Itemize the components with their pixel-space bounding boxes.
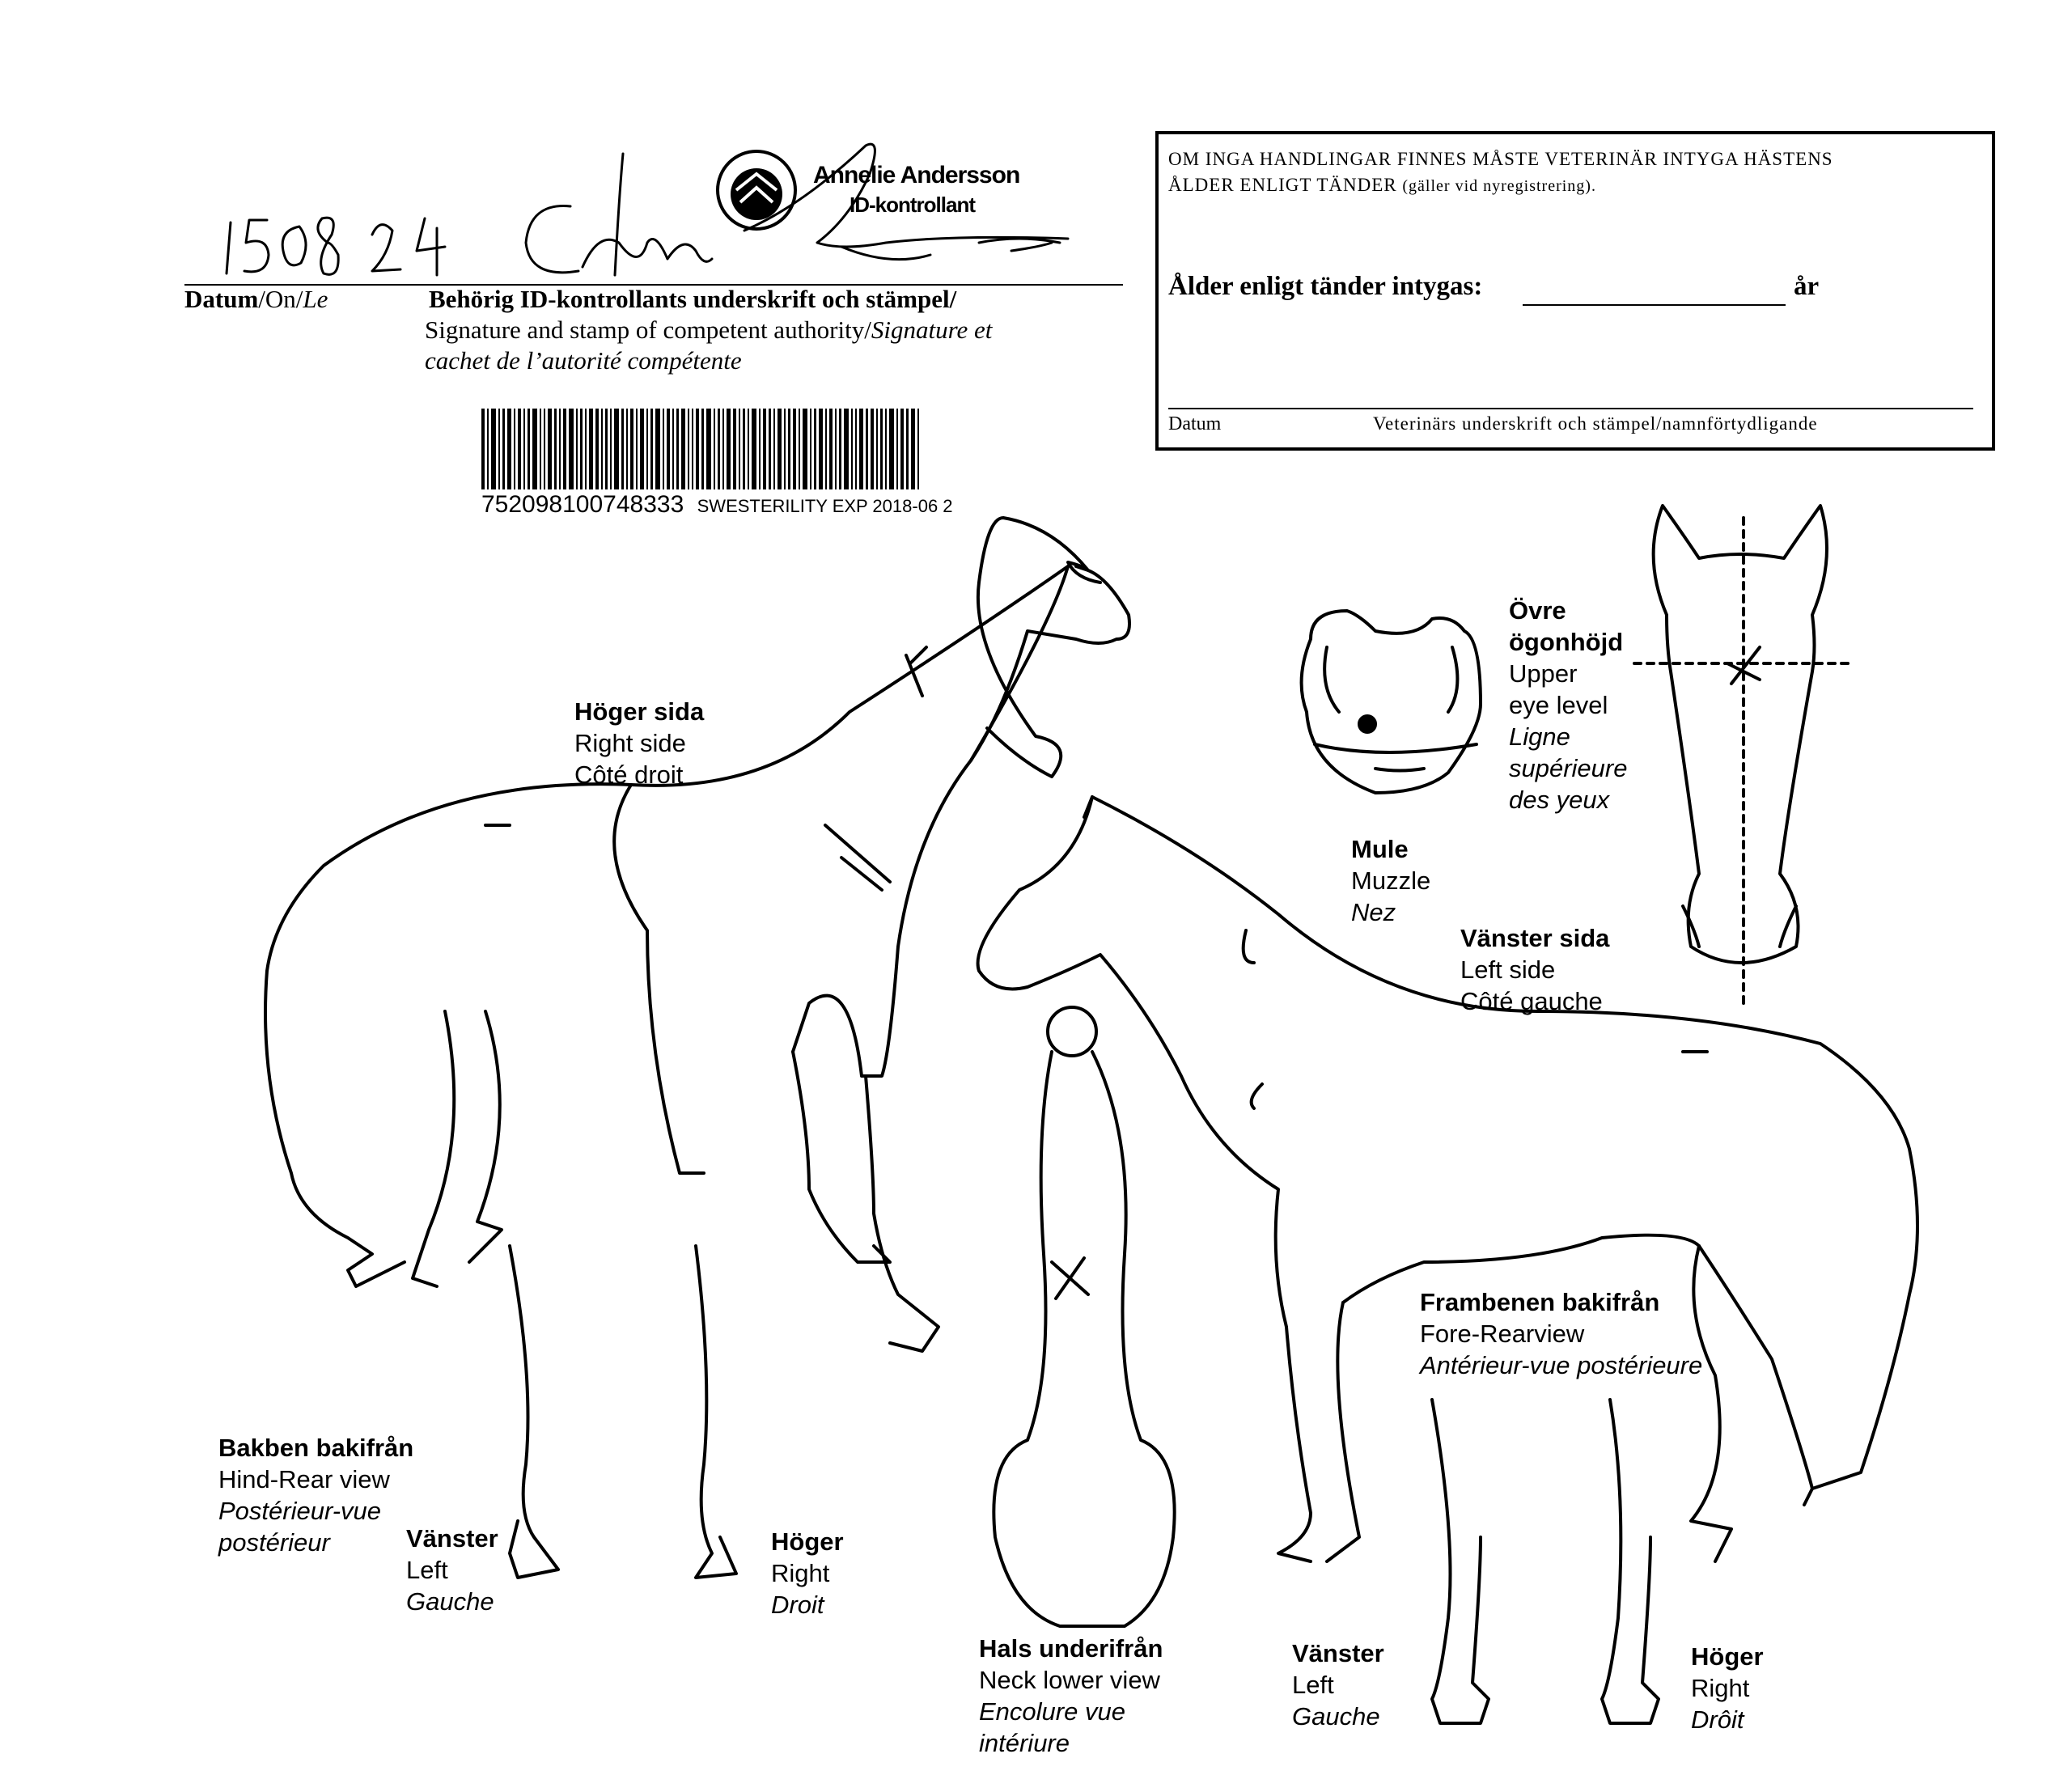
label-neck-en: Neck lower view [979,1666,1160,1694]
vet-datum: Datum [1168,413,1222,434]
label-muzzle [1351,833,1430,928]
label-hind-right-sv: Höger [771,1527,844,1556]
label-hind-left-sv: Vänster [406,1524,498,1553]
datum-rest: /On/ [258,285,303,313]
barcode-text: SWESTERILITY EXP 2018-06 2 [697,496,953,516]
vet-line2-small: (gäller vid nyregistrering). [1402,177,1596,195]
label-left-side-en: Left side [1460,955,1556,984]
label-hind-left [406,1523,498,1617]
label-left-side-fr: Côté gauche [1460,987,1603,1015]
sig-line2-italic: Signature et [871,316,993,344]
label-fore-left [1292,1637,1384,1732]
label-fore-right-fr: Drôit [1691,1705,1744,1734]
barcode-number: 752098100748333 [481,491,684,518]
muzzle-icon [1302,611,1481,793]
label-hind-rear [218,1432,413,1558]
signature-line3: cachet de l’autorité compétente [425,346,742,375]
label-right-side-fr: Côté droit [574,760,684,789]
label-upper-eye-sv1: Övre [1509,596,1566,625]
age-unit: år [1794,272,1820,301]
label-muzzle-en: Muzzle [1351,866,1431,895]
datum-italic: Le [303,285,328,313]
label-fore-rear-en: Fore-Rearview [1420,1320,1585,1348]
hind-legs-rear-icon [510,1246,736,1578]
fore-legs-rear-icon [1432,1400,1659,1723]
label-upper-eye-en2: eye level [1509,691,1608,719]
label-upper-eye-fr3: des yeux [1509,786,1610,814]
label-hind-right [771,1526,844,1620]
sig-line2-plain: Signature and stamp of competent authority/ [425,316,871,344]
stamp-role: ID-kontrollant [850,193,975,217]
vet-box-line1: OM INGA HANDLINGAR FINNES MÅSTE VETERINÄR INTYGA HÄSTENS [1168,149,1833,169]
stamp-name: Annelie Andersson [813,162,1020,189]
label-fore-right-sv: Höger [1691,1642,1764,1671]
age-label: Ålder enligt tänder intygas: [1168,272,1483,301]
label-right-side-en: Right side [574,729,686,757]
label-hind-rear-en: Hind-Rear view [218,1465,390,1493]
label-left-side-sv: Vänster sida [1460,924,1610,952]
label-neck [979,1633,1163,1759]
horse-right-side-icon [265,518,1129,1351]
label-right-side [574,696,704,790]
signature-title: Behörig ID-kontrollants underskrift och stämpel/ [429,285,957,313]
label-fore-rear [1420,1286,1702,1381]
label-upper-eye-fr2: supérieure [1509,754,1628,782]
datum-bold: Datum [184,285,259,313]
label-neck-fr2: intériure [979,1729,1070,1757]
label-fore-rear-fr: Antérieur-vue postérieure [1420,1351,1703,1379]
label-upper-eye-sv2: ögonhöjd [1509,628,1624,656]
label-fore-right-en: Right [1691,1674,1750,1702]
label-fore-rear-sv: Frambenen bakifrån [1420,1288,1660,1316]
label-muzzle-fr: Nez [1351,898,1396,926]
label-fore-left-sv: Vänster [1292,1639,1384,1667]
label-hind-left-fr: Gauche [406,1587,494,1616]
vet-signature-label: Veterinärs underskrift och stämpel/namnförtydligande [1373,413,1818,434]
vet-line2-caps: ÅLDER ENLIGT TÄNDER [1168,175,1397,195]
label-fore-left-fr: Gauche [1292,1702,1380,1731]
neck-lower-view-icon [994,1007,1174,1626]
label-upper-eye-fr1: Ligne [1509,722,1570,751]
label-upper-eye-en1: Upper [1509,659,1578,688]
label-neck-sv: Hals underifrån [979,1634,1163,1663]
label-muzzle-sv: Mule [1351,835,1409,863]
label-hind-right-fr: Droit [771,1591,824,1619]
horse-left-side-icon [978,797,1917,1561]
label-left-side [1460,922,1609,1017]
label-hind-rear-fr2: postérieur [218,1528,330,1557]
label-hind-rear-fr1: Postérieur-vue [218,1497,382,1525]
label-hind-rear-sv: Bakben bakifrån [218,1434,414,1462]
label-fore-right [1691,1641,1764,1735]
label-fore-left-en: Left [1292,1671,1334,1699]
label-neck-fr1: Encolure vue [979,1697,1125,1726]
label-hind-right-en: Right [771,1559,830,1587]
label-upper-eye [1509,595,1627,816]
label-hind-left-en: Left [406,1556,448,1584]
head-front-icon [1634,506,1853,1003]
label-right-side-sv: Höger sida [574,697,705,726]
